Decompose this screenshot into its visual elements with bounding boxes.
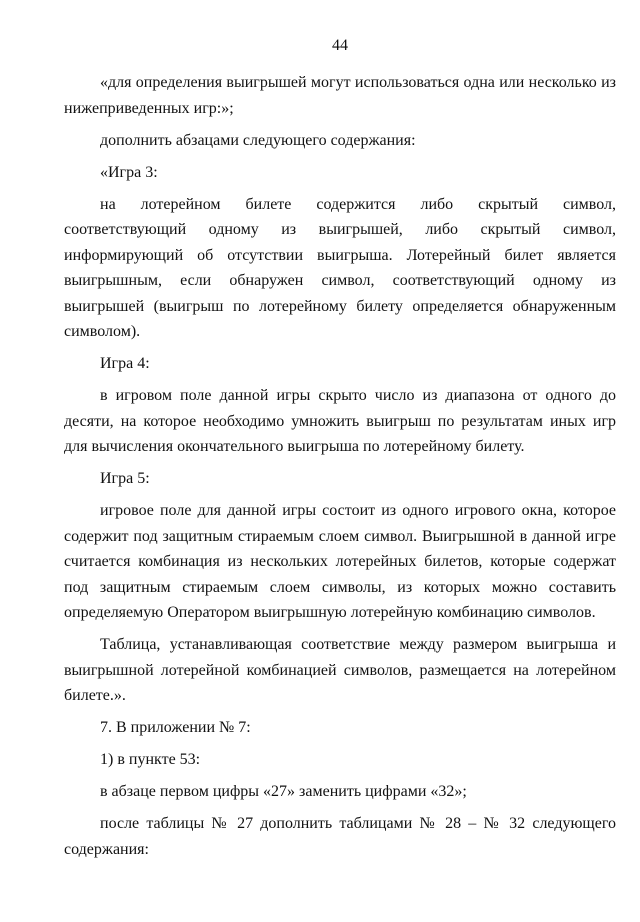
paragraph: в абзаце первом цифры «27» заменить цифрами «32»; — [100, 783, 467, 800]
paragraph: дополнить абзацами следующего содержания: — [100, 131, 416, 149]
paragraph: «для определения выигрышей могут использоваться одна или несколько из нижеприведенных игр:»; — [64, 74, 616, 117]
page-number: 44 — [332, 37, 348, 54]
paragraph-heading: Игра 4: — [100, 355, 150, 372]
paragraph: игровое поле для данной игры состоит из одного игрового окна, которое содержит под защитным стираемым слоем символ. Выигрышной в данной игре считается комбинация из нескольких лотерейных билетов, которые содержат под защитным стираемым слоем символы, из которых можно составить определяемую Оператором выигрышную лотерейную комбинацию символов. — [64, 502, 616, 621]
paragraph: 7. В приложении № 7: — [100, 719, 251, 736]
paragraph: 1) в пункте 53: — [100, 751, 201, 768]
document-body — [64, 70, 616, 862]
paragraph: Таблица, устанавливающая соответствие между размером выигрыша и выигрышной лотерейной комбинацией символов, размещается на лотерейном билете.». — [64, 636, 616, 704]
paragraph: в игровом поле данной игры скрыто число из диапазона от одного до десяти, на которое необходимо умножить выигрыш по результатам иных игр для вычисления окончательного выигрыша по лотерейному билету. — [64, 387, 616, 455]
paragraph-heading: «Игра 3: — [100, 163, 158, 181]
paragraph: на лотерейном билете содержится либо скрытый символ, соответствующий одному из выигрышей, либо скрытый символ, информирующий об отсутствии выигрыша. Лотерейный билет является выигрышным, если обнаружен символ, соответствующий одному из выигрышей (выигрыш по лотерейному билету определяется обнаруженным символом). — [64, 195, 616, 340]
paragraph: после таблицы № 27 дополнить таблицами № 28 – № 32 следующего содержания: — [64, 815, 616, 858]
paragraph-heading: Игра 5: — [100, 470, 150, 487]
